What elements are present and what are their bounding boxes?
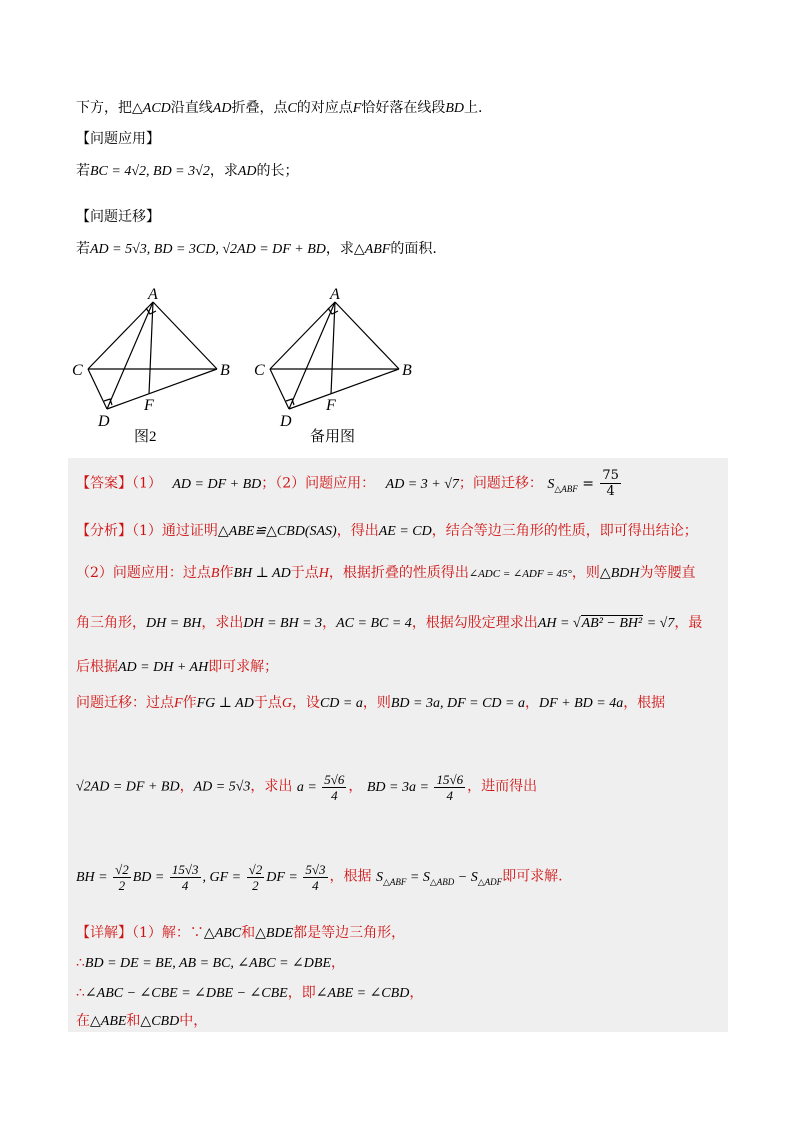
text: ，最	[674, 615, 703, 631]
label-b: B	[402, 362, 412, 379]
therefore-symbol: ∴	[76, 955, 85, 971]
numerator: 15√6	[436, 772, 464, 787]
math-f: F	[352, 101, 362, 116]
text: 和	[241, 925, 256, 941]
math-condition: AD = 5√3, BD = 3CD, √2AD = DF + BD	[90, 242, 326, 257]
text: 的面积.	[390, 241, 437, 257]
text: 和	[126, 1013, 141, 1029]
analysis-line-3	[76, 612, 702, 635]
problem-transfer-line	[76, 238, 437, 261]
answer-tag: 【答案】	[76, 475, 132, 492]
math-expr-ah: AH = √AB² − BH² = √7	[537, 616, 675, 631]
text: （1）通过证明	[132, 523, 218, 539]
problem-line-1	[76, 97, 482, 120]
label-a: A	[148, 286, 158, 303]
text: 即可求解；	[208, 659, 279, 675]
math-ad: AD	[212, 101, 232, 116]
text: 即可求解.	[502, 868, 563, 885]
math-sub: △ABF	[382, 876, 407, 887]
text: ，设	[291, 695, 320, 711]
label-f: F	[144, 397, 154, 414]
math-expr: ∠ABE = ∠CBD	[315, 986, 410, 1001]
text: 为等腰直	[639, 565, 696, 581]
math-expr: △ABC	[203, 926, 242, 941]
text: 都是等边三角形，	[293, 925, 406, 941]
math-ad: AD	[237, 164, 257, 179]
text: ，	[348, 778, 363, 795]
math-bd-value	[366, 772, 467, 803]
label-b: B	[220, 362, 230, 379]
edge-af	[149, 302, 153, 394]
math-f: F	[174, 696, 183, 711]
numerator: 75	[602, 468, 619, 483]
numerator: 15√3	[171, 862, 199, 877]
label-c: C	[254, 362, 265, 379]
math-expr: △BDH	[599, 566, 640, 581]
denominator: 4	[446, 788, 453, 803]
edge-ab	[153, 302, 217, 369]
math-s: S	[375, 869, 383, 885]
text: 角三角形，	[76, 615, 146, 631]
edge-ca	[88, 302, 153, 369]
fraction	[247, 862, 265, 893]
text: 作	[182, 695, 197, 711]
math-expr: CD = a	[319, 696, 363, 711]
analysis-line-5	[76, 692, 665, 715]
text: 后根据	[76, 659, 118, 675]
math-sub: △ABD	[429, 876, 455, 887]
math-part: , GF =	[202, 869, 245, 885]
numerator: √2	[248, 862, 263, 877]
text: ，求出	[201, 615, 244, 631]
math-bd: BD	[445, 101, 465, 116]
math-triangle-abf: △ABF	[353, 242, 391, 257]
math-expr: BH ⊥ AD	[233, 566, 291, 581]
math-expr: DF + BD = 4a	[538, 696, 624, 711]
label-d: D	[98, 413, 110, 430]
text: ，求	[209, 163, 238, 179]
denominator: 4	[331, 788, 338, 803]
text: （1）解：∵	[132, 925, 204, 941]
heading-transfer: 【问题迁移】	[76, 209, 160, 225]
detail-line-1	[76, 922, 405, 945]
text: 的对应点	[296, 100, 353, 116]
analysis-line-6	[76, 772, 537, 803]
text: ，结合等边三角形的性质，即可得出结论；	[431, 523, 698, 539]
denominator: 2	[118, 878, 126, 893]
text: 折叠，点	[231, 100, 288, 116]
math-expr: AD = DF + BD	[172, 476, 262, 492]
detail-line-4	[76, 1010, 207, 1033]
denominator: 4	[606, 484, 615, 499]
math-expr: △ABE	[90, 1014, 127, 1029]
math-expr: △ABE≌△CBD(SAS)	[217, 524, 337, 539]
text: ，	[322, 615, 337, 631]
math-a-value	[296, 772, 349, 803]
math-part: BD = 3a =	[366, 779, 433, 795]
math-expr: DH = BH	[146, 616, 202, 631]
fraction	[322, 772, 346, 803]
numerator: 5√3	[305, 862, 326, 877]
text: 中，	[179, 1013, 208, 1029]
text: 沿直线	[170, 100, 213, 116]
math-part: =	[406, 869, 423, 885]
text: 恰好落在线段	[361, 100, 446, 116]
analysis-line-2	[76, 562, 695, 585]
analysis-tag: 【分析】	[76, 523, 132, 539]
math-s: S	[547, 476, 555, 492]
math-b: B	[210, 566, 220, 581]
math-part: BH =	[76, 869, 112, 885]
edge-db	[289, 369, 399, 409]
text: 下方，把	[76, 100, 132, 116]
math-sub: △ADF	[477, 876, 503, 887]
analysis-line-1	[76, 520, 698, 543]
math-expr: √2AD = DF + BD	[76, 779, 180, 795]
math-triangle-acd: △ACD	[132, 101, 171, 116]
math-part: −	[454, 869, 471, 885]
math-bh-gf	[76, 862, 330, 893]
math-s: S	[470, 869, 478, 885]
analysis-line-7	[76, 862, 563, 893]
text: （2）问题应用：过点	[76, 565, 211, 581]
text: ，则	[362, 695, 391, 711]
math-expr: BD = 3a, DF = CD = a	[390, 696, 525, 711]
math-part: DF =	[266, 869, 302, 885]
math-expr: AD = 3 + √7	[385, 476, 459, 492]
edge-ab	[335, 302, 399, 369]
therefore-symbol: ∴	[76, 985, 85, 1001]
math-expr: AC = BC = 4	[336, 616, 412, 631]
right-angle-mark-a	[146, 308, 156, 314]
fraction	[303, 862, 327, 893]
text: （2）问题应用：	[275, 475, 376, 492]
text: =	[577, 475, 599, 492]
label-f: F	[326, 397, 336, 414]
geometry-figures	[60, 280, 440, 450]
text: ，根据勾股定理求出	[411, 615, 538, 631]
caption-figure-backup: 备用图	[310, 429, 356, 445]
math-expr: AD = DH + AH	[118, 660, 209, 675]
text: ，求出	[250, 778, 293, 795]
text: ，根据	[329, 868, 372, 885]
caption-figure-2: 图2	[134, 429, 157, 445]
math-sub: △ABF	[554, 483, 578, 494]
text: 若	[76, 163, 90, 179]
text: 上.	[464, 100, 483, 116]
math-s: S	[422, 869, 430, 885]
text: （1）	[132, 475, 162, 492]
math-part: BD =	[132, 869, 168, 885]
figure-2	[88, 302, 217, 409]
edge-af	[331, 302, 335, 394]
fraction	[170, 862, 201, 893]
math-expr: △BDE	[255, 926, 294, 941]
analysis-line-4	[76, 656, 278, 679]
problem-apply-line	[76, 160, 299, 183]
edge-db	[107, 369, 217, 409]
text: ，	[331, 955, 345, 971]
numerator: √2	[115, 862, 129, 877]
fraction	[434, 772, 465, 803]
edge-da	[107, 302, 153, 409]
math-expr: △CBD	[140, 1014, 180, 1029]
label-d: D	[280, 413, 292, 430]
numerator: 5√6	[324, 772, 345, 787]
text: 在	[76, 1013, 90, 1029]
text: ；	[261, 475, 276, 492]
text: ，	[179, 778, 194, 795]
math-g: G	[281, 696, 292, 711]
math-part: = √7	[643, 616, 675, 631]
answer-line	[76, 468, 623, 499]
heading-apply: 【问题应用】	[76, 131, 160, 147]
fraction	[600, 468, 621, 499]
text: ，	[524, 695, 539, 711]
math-area	[547, 468, 623, 499]
math-expr: ∠ADC = ∠ADF = 45°	[468, 568, 572, 580]
text: ；问题迁移：	[458, 475, 543, 492]
math-part: AH =	[537, 616, 573, 631]
figure-backup	[270, 302, 399, 409]
math-part: a =	[296, 779, 321, 795]
fraction	[113, 862, 131, 893]
detail-line-3	[76, 982, 423, 1005]
label-a: A	[330, 286, 340, 303]
text: 问题迁移：过点	[76, 695, 174, 711]
edge-da	[289, 302, 335, 409]
math-condition: BC = 4√2, BD = 3√2	[90, 164, 210, 179]
text: 的长；	[256, 163, 299, 179]
math-expr: DH = BH = 3	[243, 616, 323, 631]
text: ，即	[287, 985, 316, 1001]
denominator: 4	[312, 878, 319, 893]
denominator: 4	[181, 878, 189, 893]
math-expr: AD = 5√3	[193, 779, 251, 795]
edge-cd	[270, 369, 289, 409]
denominator: 2	[252, 878, 259, 893]
text: ，根据	[623, 695, 666, 711]
right-angle-mark-a	[328, 308, 338, 314]
detail-line-2	[76, 952, 345, 975]
math-expr: BD = DE = BE, AB = BC, ∠ABC = ∠DBE	[84, 956, 331, 971]
math-expr: ∠ABC − ∠CBE = ∠DBE − ∠CBE	[84, 986, 288, 1001]
text: ，则	[571, 565, 600, 581]
text: 于点	[290, 565, 319, 581]
math-expr: AE = CD	[378, 524, 432, 539]
edge-ca	[270, 302, 335, 369]
text: ，求	[325, 241, 354, 257]
math-area-formula	[376, 870, 502, 885]
math-expr: FG ⊥ AD	[196, 696, 254, 711]
math-h: H	[318, 566, 329, 581]
text: ，	[409, 985, 424, 1001]
math-radicand: AB² − BH²	[581, 616, 643, 631]
solution-panel	[68, 458, 728, 1032]
text: 于点	[253, 695, 282, 711]
text: ，进而得出	[467, 778, 538, 795]
label-c: C	[72, 362, 83, 379]
math-c: C	[287, 101, 297, 116]
text: ，根据折叠的性质得出	[328, 565, 469, 581]
text: ，得出	[336, 523, 379, 539]
text: 若	[76, 241, 90, 257]
edge-cd	[88, 369, 107, 409]
detail-tag: 【详解】	[76, 925, 132, 941]
text: 作	[219, 565, 234, 581]
